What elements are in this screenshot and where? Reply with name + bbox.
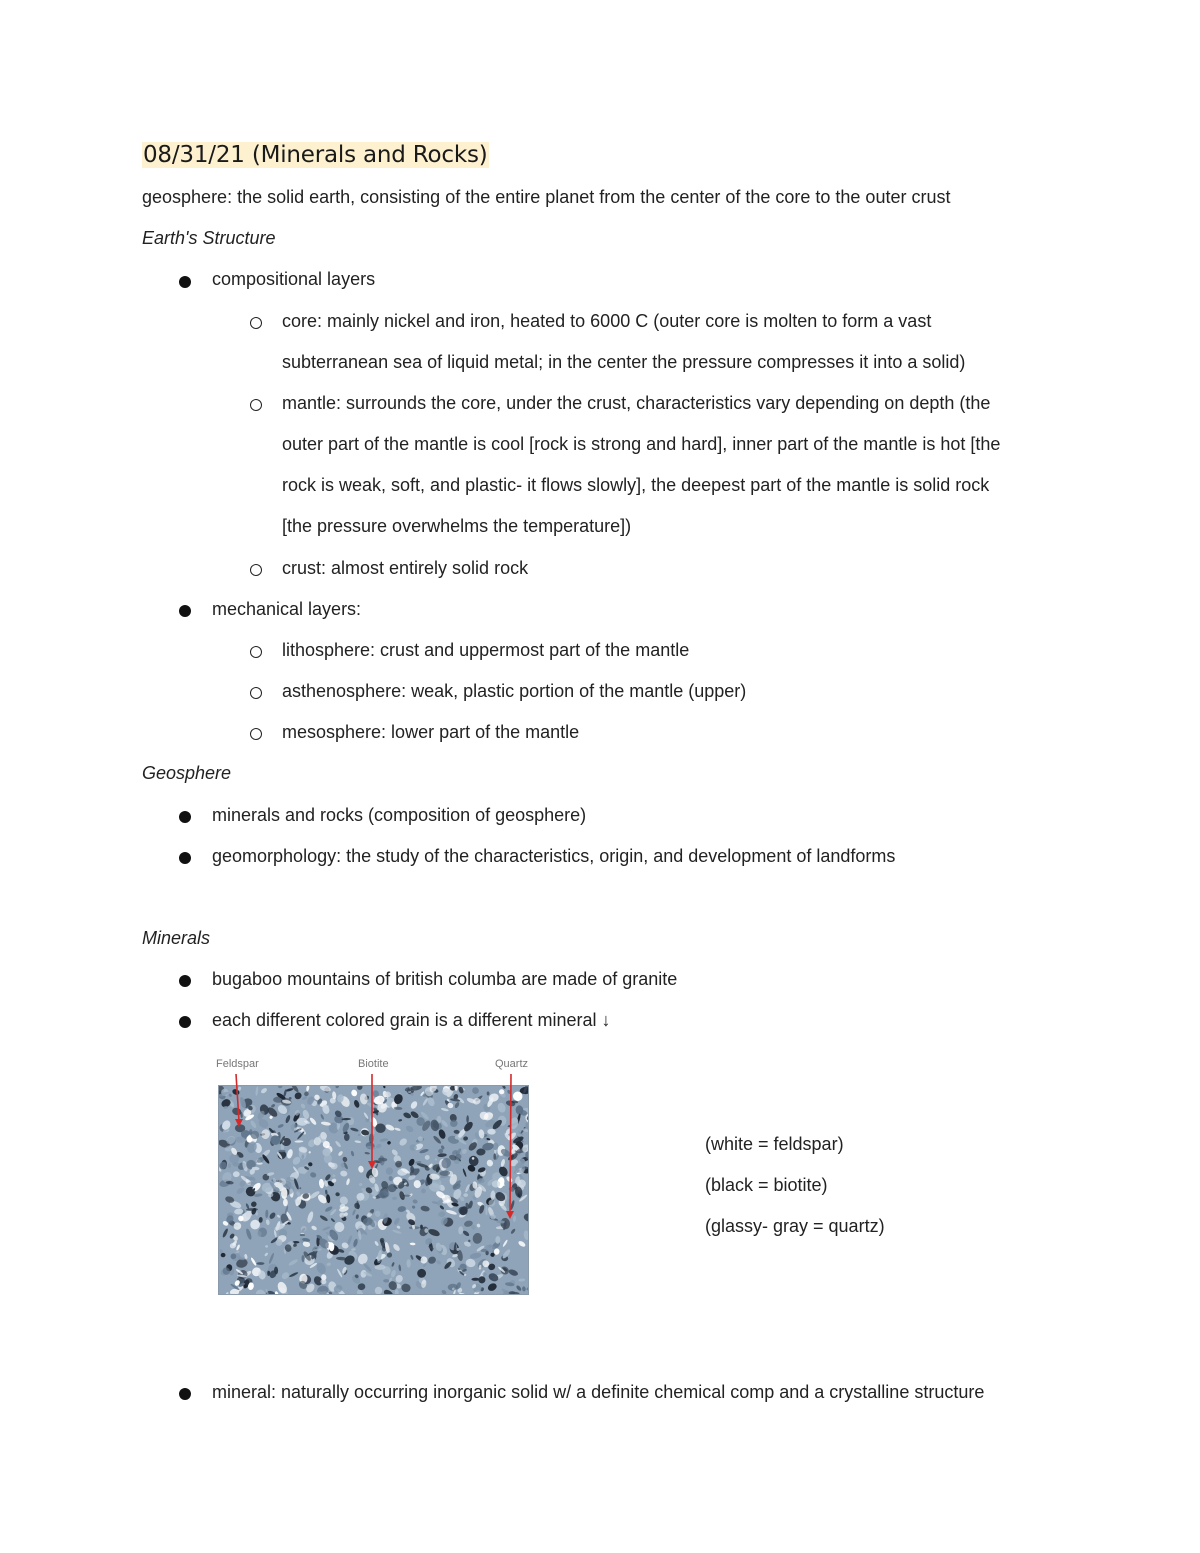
figure-label-quartz: Quartz xyxy=(495,1058,529,1070)
bullet-circle-icon xyxy=(250,687,262,699)
bullet-circle-icon xyxy=(250,728,262,740)
bullet-circle-icon xyxy=(250,317,262,329)
bullet-disc-icon xyxy=(179,605,191,617)
list-item-compositional: compositional layers xyxy=(212,269,376,289)
list-item-mantle-line1: mantle: surrounds the core, under the crust, characteristics vary depending on depth (the xyxy=(282,393,991,413)
page-title xyxy=(142,137,489,173)
legend-gray: (glassy- gray = quartz) xyxy=(705,1216,885,1236)
bullet-disc-icon xyxy=(179,1016,191,1028)
list-item-bugaboo: bugaboo mountains of british columba are made of granite xyxy=(212,969,678,989)
list-item-lithosphere: lithosphere: crust and uppermost part of the mantle xyxy=(282,640,690,660)
arrow-quartz-head-icon xyxy=(506,1211,514,1219)
bullet-circle-icon xyxy=(250,646,262,658)
list-item-core-line1: core: mainly nickel and iron, heated to 6000 C (outer core is molten to form a vast xyxy=(282,311,932,331)
list-item-mantle-line4: [the pressure overwhelms the temperature]) xyxy=(282,516,632,536)
bullet-disc-icon xyxy=(179,975,191,987)
list-item-mantle-line2: outer part of the mantle is cool [rock is strong and hard], inner part of the mantle is hot [the xyxy=(282,434,1001,454)
bullet-disc-icon xyxy=(179,276,191,288)
legend-white: (white = feldspar) xyxy=(705,1134,844,1154)
list-item-mineral-definition: mineral: naturally occurring inorganic solid w/ a definite chemical comp and a crystalline structure xyxy=(212,1382,985,1402)
list-item-geomorphology: geomorphology: the study of the characteristics, origin, and development of landforms xyxy=(212,846,896,866)
legend-black: (black = biotite) xyxy=(705,1175,828,1195)
heading-geosphere: Geosphere xyxy=(142,763,232,783)
heading-minerals: Minerals xyxy=(142,928,211,948)
arrow-quartz xyxy=(510,1074,511,1213)
list-item-colored-grain: each different colored grain is a different mineral ↓ xyxy=(212,1010,611,1030)
bullet-disc-icon xyxy=(179,852,191,864)
list-item-mesosphere: mesosphere: lower part of the mantle xyxy=(282,722,580,742)
granite-figure xyxy=(212,1055,537,1300)
arrow-biotite-head-icon xyxy=(368,1161,376,1169)
heading-earths-structure: Earth's Structure xyxy=(142,228,276,248)
arrow-feldspar xyxy=(236,1074,239,1121)
figure-label-feldspar: Feldspar xyxy=(216,1058,259,1070)
bullet-disc-icon xyxy=(179,1388,191,1400)
title-date: 08/31/21 xyxy=(143,142,245,168)
list-item-crust: crust: almost entirely solid rock xyxy=(282,558,529,578)
title-topic: (Minerals and Rocks) xyxy=(244,142,488,168)
bullet-circle-icon xyxy=(250,399,262,411)
bullet-circle-icon xyxy=(250,564,262,576)
figure-label-biotite: Biotite xyxy=(358,1058,389,1070)
figure-arrows xyxy=(212,1055,537,1300)
list-item-asthenosphere: asthenosphere: weak, plastic portion of the mantle (upper) xyxy=(282,681,747,701)
list-item-minerals-rocks: minerals and rocks (composition of geosphere) xyxy=(212,805,587,825)
list-item-mantle-line3: rock is weak, soft, and plastic- it flows slowly], the deepest part of the mantle is solid rock xyxy=(282,475,990,495)
bullet-disc-icon xyxy=(179,811,191,823)
intro-definition: geosphere: the solid earth, consisting of the entire planet from the center of the core to the outer crust xyxy=(142,187,951,207)
title-highlight xyxy=(142,142,489,168)
list-item-mechanical: mechanical layers: xyxy=(212,599,362,619)
list-item-core-line2: subterranean sea of liquid metal; in the center the pressure compresses it into a solid) xyxy=(282,352,966,372)
arrow-feldspar-head-icon xyxy=(235,1119,243,1127)
